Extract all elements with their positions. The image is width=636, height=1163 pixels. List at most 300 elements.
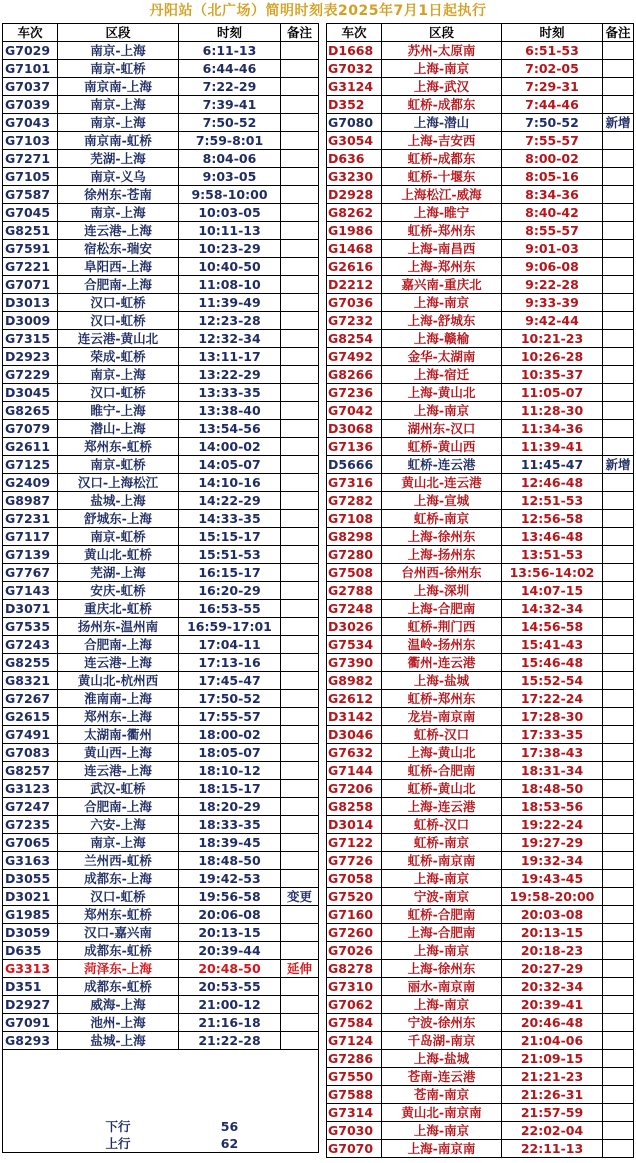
train-number: G7534 xyxy=(327,636,382,654)
train-number: G7508 xyxy=(327,564,382,582)
note xyxy=(603,546,634,564)
time: 9:58-10:00 xyxy=(179,186,281,204)
note xyxy=(603,1068,634,1086)
train-row xyxy=(3,204,319,222)
note xyxy=(603,1122,634,1140)
route: 苏州-太原南 xyxy=(382,42,502,60)
note xyxy=(603,978,634,996)
train-row xyxy=(3,852,319,870)
page-title: 丹阳站（北广场）简明时刻表2025年7月1日起执行 xyxy=(149,3,487,19)
note xyxy=(281,708,319,726)
time: 19:42-53 xyxy=(179,870,281,888)
train-number: G7117 xyxy=(3,528,58,546)
note xyxy=(603,204,634,222)
blank-row xyxy=(3,1084,319,1101)
time: 10:40-50 xyxy=(179,258,281,276)
train-number: G7039 xyxy=(3,96,58,114)
blank-cell xyxy=(179,1084,281,1101)
train-number: G8293 xyxy=(3,1032,58,1050)
route: 虹桥-南京南 xyxy=(382,852,502,870)
time: 14:32-34 xyxy=(502,600,603,618)
time: 16:20-29 xyxy=(179,582,281,600)
route: 汉口-虹桥 xyxy=(58,384,179,402)
blank-row xyxy=(3,1050,319,1068)
train-row xyxy=(327,744,634,762)
train-number: D2923 xyxy=(3,348,58,366)
train-row xyxy=(327,1122,634,1140)
train-number: G7036 xyxy=(327,294,382,312)
time: 11:34-36 xyxy=(502,420,603,438)
note xyxy=(281,654,319,672)
time: 18:05-07 xyxy=(179,744,281,762)
route: 上海-扬州东 xyxy=(382,546,502,564)
route: 上海-徐州东 xyxy=(382,528,502,546)
train-number: G7286 xyxy=(327,1050,382,1068)
route: 上海-潜山 xyxy=(382,114,502,132)
train-row xyxy=(3,834,319,852)
note xyxy=(281,690,319,708)
time: 11:39-41 xyxy=(502,438,603,456)
time: 10:21-23 xyxy=(502,330,603,348)
time: 7:50-52 xyxy=(502,114,603,132)
note xyxy=(281,600,319,618)
time: 13:38-40 xyxy=(179,402,281,420)
train-row xyxy=(327,942,634,960)
train-row xyxy=(3,960,319,978)
train-row xyxy=(327,546,634,564)
train-number: D3068 xyxy=(327,420,382,438)
train-number: G7026 xyxy=(327,942,382,960)
route: 上海-深圳 xyxy=(382,582,502,600)
time: 8:55-57 xyxy=(502,222,603,240)
note xyxy=(603,834,634,852)
note xyxy=(603,744,634,762)
train-row xyxy=(3,654,319,672)
note xyxy=(281,636,319,654)
time: 8:40-42 xyxy=(502,204,603,222)
train-row xyxy=(327,636,634,654)
train-row xyxy=(327,1014,634,1032)
route: 南京-上海 xyxy=(58,204,179,222)
train-number: G8278 xyxy=(327,960,382,978)
train-number: G7260 xyxy=(327,924,382,942)
route: 上海-赣榆 xyxy=(382,330,502,348)
train-number: D3045 xyxy=(3,384,58,402)
route: 南京-上海 xyxy=(58,834,179,852)
note xyxy=(281,168,319,186)
route: 上海-吉安西 xyxy=(382,132,502,150)
train-number: G2611 xyxy=(3,438,58,456)
note xyxy=(281,258,319,276)
note xyxy=(603,672,634,690)
route: 郑州东-虹桥 xyxy=(58,438,179,456)
train-row xyxy=(3,60,319,78)
note xyxy=(603,1086,634,1104)
train-row xyxy=(327,492,634,510)
train-row xyxy=(3,1032,319,1050)
note xyxy=(603,222,634,240)
route: 嘉兴南-重庆北 xyxy=(382,276,502,294)
blank-cell xyxy=(58,1067,179,1084)
time: 19:27-29 xyxy=(502,834,603,852)
route: 盐城-上海 xyxy=(58,492,179,510)
train-number: D2927 xyxy=(3,996,58,1014)
time: 7:50-52 xyxy=(179,114,281,132)
header-row xyxy=(3,24,319,42)
time: 18:20-29 xyxy=(179,798,281,816)
time: 7:02-05 xyxy=(502,60,603,78)
route: 上海-宣城 xyxy=(382,492,502,510)
train-number: G3124 xyxy=(327,78,382,96)
time: 21:00-12 xyxy=(179,996,281,1014)
note xyxy=(281,510,319,528)
train-number: G7091 xyxy=(3,1014,58,1032)
route: 上海-南京南 xyxy=(382,1140,502,1158)
train-number: G7037 xyxy=(3,78,58,96)
train-row xyxy=(3,258,319,276)
note xyxy=(281,474,319,492)
note xyxy=(281,546,319,564)
train-row xyxy=(327,600,634,618)
train-number: G8266 xyxy=(327,366,382,384)
route: 虹桥-汉口 xyxy=(382,726,502,744)
train-number: D636 xyxy=(327,150,382,168)
route: 舒城东-上海 xyxy=(58,510,179,528)
train-row xyxy=(327,348,634,366)
train-number: G7206 xyxy=(327,780,382,798)
train-number: G7390 xyxy=(327,654,382,672)
train-number: G3163 xyxy=(3,852,58,870)
train-row xyxy=(327,996,634,1014)
route: 虹桥-汉口 xyxy=(382,816,502,834)
blank-cell xyxy=(179,1067,281,1084)
note xyxy=(281,330,319,348)
note xyxy=(281,852,319,870)
time: 16:53-55 xyxy=(179,600,281,618)
note xyxy=(603,942,634,960)
train-row xyxy=(327,852,634,870)
note xyxy=(281,834,319,852)
time: 15:51-53 xyxy=(179,546,281,564)
time: 14:10-16 xyxy=(179,474,281,492)
time: 16:59-17:01 xyxy=(179,618,281,636)
train-row xyxy=(327,258,634,276)
note xyxy=(281,978,319,996)
header-train-number: 车次 xyxy=(3,24,58,42)
time: 13:11-17 xyxy=(179,348,281,366)
train-number: G7030 xyxy=(327,1122,382,1140)
note xyxy=(603,240,634,258)
note xyxy=(281,42,319,60)
time: 10:03-05 xyxy=(179,204,281,222)
time: 11:39-49 xyxy=(179,294,281,312)
note xyxy=(603,348,634,366)
route: 武汉-虹桥 xyxy=(58,780,179,798)
train-row xyxy=(327,186,634,204)
time: 22:02-04 xyxy=(502,1122,603,1140)
train-row xyxy=(3,618,319,636)
time: 18:33-35 xyxy=(179,816,281,834)
note xyxy=(281,384,319,402)
train-row xyxy=(3,510,319,528)
route: 上海-睢宁 xyxy=(382,204,502,222)
train-row xyxy=(3,276,319,294)
time: 17:38-43 xyxy=(502,744,603,762)
time: 18:00-02 xyxy=(179,726,281,744)
note xyxy=(281,204,319,222)
train-row xyxy=(327,618,634,636)
note xyxy=(603,654,634,672)
route: 虹桥-黄山北 xyxy=(382,780,502,798)
route: 南京-义乌 xyxy=(58,168,179,186)
train-row xyxy=(327,60,634,78)
train-number: D3142 xyxy=(327,708,382,726)
time: 22:11-13 xyxy=(502,1140,603,1158)
upbound-timetable xyxy=(326,23,634,1158)
route: 黄山北-虹桥 xyxy=(58,546,179,564)
note xyxy=(603,1014,634,1032)
route: 汉口-嘉兴南 xyxy=(58,924,179,942)
train-row xyxy=(327,438,634,456)
blank-cell xyxy=(58,1084,179,1101)
note xyxy=(281,618,319,636)
time: 19:43-45 xyxy=(502,870,603,888)
train-number: G7588 xyxy=(327,1086,382,1104)
summary-spacer xyxy=(281,1135,319,1153)
note xyxy=(603,618,634,636)
route: 荣成-虹桥 xyxy=(58,348,179,366)
downbound-timetable xyxy=(2,23,319,1153)
train-number: D3026 xyxy=(327,618,382,636)
note xyxy=(281,870,319,888)
time: 8:05-16 xyxy=(502,168,603,186)
note xyxy=(281,456,319,474)
blank-cell xyxy=(3,1101,58,1118)
route: 上海-南昌西 xyxy=(382,240,502,258)
train-row xyxy=(327,150,634,168)
time: 17:04-11 xyxy=(179,636,281,654)
note xyxy=(281,438,319,456)
note xyxy=(281,582,319,600)
route: 宿松东-瑞安 xyxy=(58,240,179,258)
time: 20:27-29 xyxy=(502,960,603,978)
route: 上海-合肥南 xyxy=(382,924,502,942)
route: 上海-舒城东 xyxy=(382,312,502,330)
train-number: G7070 xyxy=(327,1140,382,1158)
route: 虹桥-郑州东 xyxy=(382,690,502,708)
route: 湖州东-汉口 xyxy=(382,420,502,438)
train-row xyxy=(3,942,319,960)
header-route: 区段 xyxy=(382,24,502,42)
time: 16:15-17 xyxy=(179,564,281,582)
route: 太湖南-衢州 xyxy=(58,726,179,744)
train-number: G7235 xyxy=(3,816,58,834)
route: 菏泽东-上海 xyxy=(58,960,179,978)
route: 虹桥-郑州东 xyxy=(382,222,502,240)
route: 台州西-徐州东 xyxy=(382,564,502,582)
train-number: G7591 xyxy=(3,240,58,258)
train-row xyxy=(3,96,319,114)
time: 17:13-16 xyxy=(179,654,281,672)
train-number: G7221 xyxy=(3,258,58,276)
train-row xyxy=(3,42,319,60)
summary-spacer xyxy=(3,1135,58,1153)
time: 13:22-29 xyxy=(179,366,281,384)
blank-row xyxy=(3,1101,319,1118)
train-row xyxy=(327,384,634,402)
train-row xyxy=(327,78,634,96)
route: 衢州-连云港 xyxy=(382,654,502,672)
note xyxy=(603,168,634,186)
time: 14:33-35 xyxy=(179,510,281,528)
train-row xyxy=(327,420,634,438)
time: 6:51-53 xyxy=(502,42,603,60)
train-number: G7032 xyxy=(327,60,382,78)
note xyxy=(603,528,634,546)
time: 17:50-52 xyxy=(179,690,281,708)
note: 延伸 xyxy=(281,960,319,978)
route: 丽水-南京南 xyxy=(382,978,502,996)
train-row xyxy=(3,222,319,240)
note xyxy=(603,294,634,312)
train-number: G7103 xyxy=(3,132,58,150)
train-number: G8298 xyxy=(327,528,382,546)
train-number: G7314 xyxy=(327,1104,382,1122)
train-row xyxy=(327,816,634,834)
note xyxy=(603,582,634,600)
note xyxy=(603,132,634,150)
train-row xyxy=(327,978,634,996)
train-row xyxy=(3,492,319,510)
route: 扬州东-温州南 xyxy=(58,618,179,636)
route: 汉口-虹桥 xyxy=(58,888,179,906)
route: 兰州西-虹桥 xyxy=(58,852,179,870)
train-row xyxy=(327,726,634,744)
time: 15:15-17 xyxy=(179,528,281,546)
train-row xyxy=(3,240,319,258)
train-row xyxy=(3,420,319,438)
train-row xyxy=(327,1050,634,1068)
route: 上海-连云港 xyxy=(382,798,502,816)
train-number: G7160 xyxy=(327,906,382,924)
note xyxy=(603,42,634,60)
train-row xyxy=(3,924,319,942)
time: 21:22-28 xyxy=(179,1032,281,1050)
train-number: G7071 xyxy=(3,276,58,294)
route: 合肥南-上海 xyxy=(58,636,179,654)
train-number: G7058 xyxy=(327,870,382,888)
time: 6:11-13 xyxy=(179,42,281,60)
route: 上海-徐州东 xyxy=(382,960,502,978)
blank-cell xyxy=(281,1084,319,1101)
note xyxy=(603,726,634,744)
note xyxy=(281,114,319,132)
train-row xyxy=(3,780,319,798)
route: 六安-上海 xyxy=(58,816,179,834)
note xyxy=(603,762,634,780)
train-row xyxy=(3,672,319,690)
note xyxy=(603,258,634,276)
time: 20:18-23 xyxy=(502,942,603,960)
route: 千岛湖-南京 xyxy=(382,1032,502,1050)
header-time: 时刻 xyxy=(179,24,281,42)
train-row xyxy=(3,762,319,780)
time: 13:56-14:02 xyxy=(502,564,603,582)
note: 新增 xyxy=(603,456,634,474)
blank-cell xyxy=(179,1101,281,1118)
note xyxy=(603,600,634,618)
note xyxy=(603,96,634,114)
train-number: D5666 xyxy=(327,456,382,474)
train-number: D3055 xyxy=(3,870,58,888)
time: 19:22-24 xyxy=(502,816,603,834)
train-number: G8262 xyxy=(327,204,382,222)
time: 18:31-34 xyxy=(502,762,603,780)
train-number: G7492 xyxy=(327,348,382,366)
train-row xyxy=(3,528,319,546)
note xyxy=(281,294,319,312)
train-number: G7726 xyxy=(327,852,382,870)
train-row xyxy=(3,690,319,708)
route: 上海-黄山北 xyxy=(382,744,502,762)
time: 18:48-50 xyxy=(179,852,281,870)
route: 上海-郑州东 xyxy=(382,258,502,276)
train-number: G7282 xyxy=(327,492,382,510)
train-row xyxy=(3,870,319,888)
note xyxy=(603,312,634,330)
train-row xyxy=(3,798,319,816)
train-row xyxy=(327,330,634,348)
route: 成都东-虹桥 xyxy=(58,942,179,960)
train-number: G7042 xyxy=(327,402,382,420)
train-row xyxy=(327,888,634,906)
time: 7:29-31 xyxy=(502,78,603,96)
summary-row xyxy=(3,1118,319,1135)
note xyxy=(603,960,634,978)
note xyxy=(281,942,319,960)
route: 合肥南-上海 xyxy=(58,798,179,816)
train-row xyxy=(3,384,319,402)
train-number: G7248 xyxy=(327,600,382,618)
time: 13:51-53 xyxy=(502,546,603,564)
train-row xyxy=(3,708,319,726)
note xyxy=(603,636,634,654)
route: 上海-南京 xyxy=(382,870,502,888)
train-number: G2409 xyxy=(3,474,58,492)
time: 12:56-58 xyxy=(502,510,603,528)
route: 虹桥-成都东 xyxy=(382,150,502,168)
train-number: G7105 xyxy=(3,168,58,186)
train-number: G3123 xyxy=(3,780,58,798)
train-row xyxy=(327,366,634,384)
train-number: G7236 xyxy=(327,384,382,402)
route: 芜湖-上海 xyxy=(58,150,179,168)
time: 11:45-47 xyxy=(502,456,603,474)
time: 9:03-05 xyxy=(179,168,281,186)
time: 9:33-39 xyxy=(502,294,603,312)
note xyxy=(281,816,319,834)
route: 上海-南京 xyxy=(382,996,502,1014)
time: 12:23-28 xyxy=(179,312,281,330)
train-number: G7310 xyxy=(327,978,382,996)
route: 连云港-黄山北 xyxy=(58,330,179,348)
train-number: G7108 xyxy=(327,510,382,528)
train-number: G7062 xyxy=(327,996,382,1014)
time: 10:35-37 xyxy=(502,366,603,384)
time: 7:55-57 xyxy=(502,132,603,150)
note xyxy=(603,690,634,708)
train-row xyxy=(3,294,319,312)
